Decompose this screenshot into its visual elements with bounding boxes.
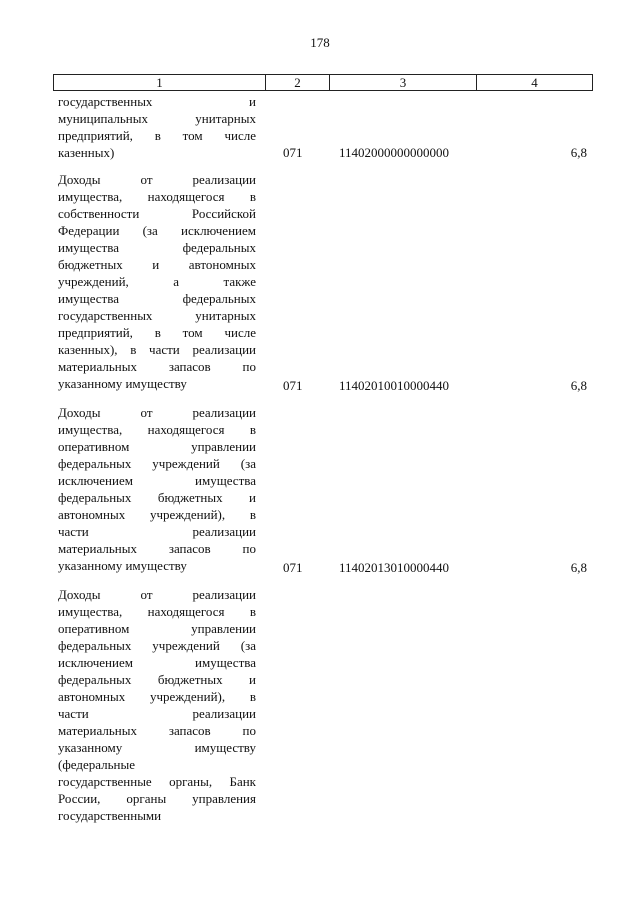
row-1-col4: 6,8	[570, 378, 587, 393]
row-3-description	[58, 586, 256, 824]
row-0-col3: 11402000000000000	[339, 145, 450, 160]
header-col-3: 3	[330, 75, 477, 91]
row-1-line: учреждений, а также	[58, 274, 256, 289]
row-1-col3: 11402010010000440	[339, 378, 450, 393]
row-3-line: автономных учреждений), в	[58, 689, 256, 704]
header-col-1: 1	[54, 75, 266, 91]
row-2-line: федеральных бюджетных и	[58, 490, 256, 505]
row-2-line: имущества, находящегося в	[58, 422, 256, 437]
row-3-line: федеральных учреждений (за	[58, 638, 256, 653]
row-3-line: части реализации	[58, 706, 256, 721]
row-3-line: Доходы от реализации	[58, 587, 256, 602]
row-1-line: указанному имуществу	[58, 376, 187, 391]
page-number: 178	[310, 35, 330, 50]
row-3-line: оперативном управлении	[58, 621, 256, 636]
row-2-line: части реализации	[58, 524, 256, 539]
header-col-4: 4	[477, 75, 593, 91]
row-3-line: федеральных бюджетных и	[58, 672, 256, 687]
row-2-line: оперативном управлении	[58, 439, 256, 454]
row-1-line: имущества, находящегося в	[58, 189, 256, 204]
row-1-col2: 071	[283, 378, 303, 393]
row-3-line: имущества, находящегося в	[58, 604, 256, 619]
row-0-description	[58, 93, 256, 161]
row-3-line: государственными	[58, 808, 162, 823]
row-3-line: исключением имущества	[58, 655, 256, 670]
row-0-col4: 6,8	[570, 145, 587, 160]
row-1-line: имущества федеральных	[58, 240, 256, 255]
row-0-line: государственных и	[58, 94, 256, 109]
row-1-line: государственных унитарных	[58, 308, 256, 323]
row-3-line: материальных запасов по	[58, 723, 256, 738]
row-0-line: казенных)	[58, 145, 115, 160]
row-0-line: предприятий, в том числе	[58, 128, 256, 143]
table-header	[53, 74, 593, 91]
row-0-line: муниципальных унитарных	[58, 111, 256, 126]
row-1-line: Федерации (за исключением	[58, 223, 256, 238]
row-3-line: (федеральные	[58, 757, 135, 772]
row-2-col2: 071	[283, 560, 303, 575]
row-2-line: Доходы от реализации	[58, 405, 256, 420]
row-2-line: указанному имуществу	[58, 558, 187, 573]
row-3-line: указанному имуществу	[58, 740, 256, 755]
row-1-line: предприятий, в том числе	[58, 325, 256, 340]
row-3-line: России, органы управления	[58, 791, 256, 806]
row-1-description	[58, 171, 256, 392]
row-2-line: автономных учреждений), в	[58, 507, 256, 522]
row-0-col2: 071	[283, 145, 303, 160]
row-1-line: Доходы от реализации	[58, 172, 256, 187]
row-1-line: имущества федеральных	[58, 291, 256, 306]
row-2-description	[58, 404, 256, 574]
row-2-line: федеральных учреждений (за	[58, 456, 256, 471]
row-2-line: исключением имущества	[58, 473, 256, 488]
row-2-col3: 11402013010000440	[339, 560, 450, 575]
header-col-2: 2	[266, 75, 330, 91]
row-1-line: бюджетных и автономных	[58, 257, 256, 272]
row-1-line: собственности Российской	[58, 206, 256, 221]
row-3-line: государственные органы, Банк	[58, 774, 256, 789]
row-2-line: материальных запасов по	[58, 541, 256, 556]
row-1-line: казенных), в части реализации	[58, 342, 256, 357]
row-2-col4: 6,8	[570, 560, 587, 575]
row-1-line: материальных запасов по	[58, 359, 256, 374]
